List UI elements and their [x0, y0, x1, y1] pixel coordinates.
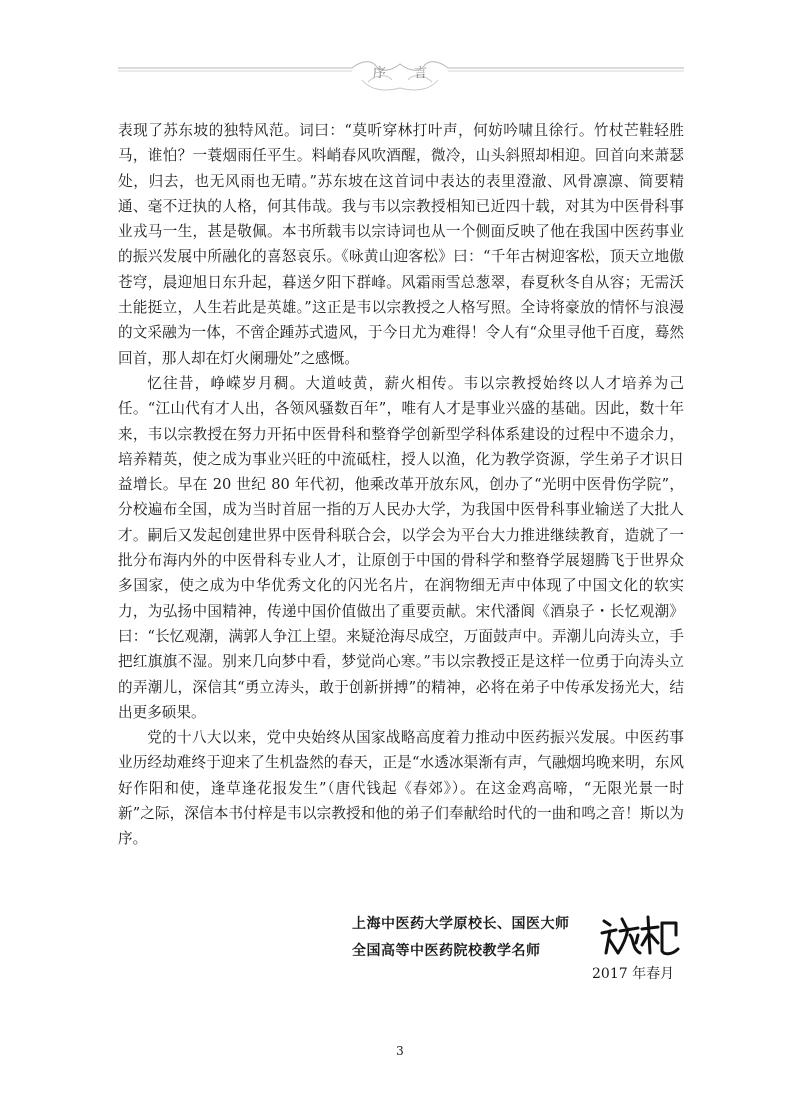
- paragraph-2: 忆往昔，峥嵘岁月稠。大道岐黄，薪火相传。韦以宗教授始终以人才培养为己任。“江山代有才人出，各领风骚数百年”，唯有人才是事业兴盛的基础。因此，数十年来，韦以宗教授在努力开拓中医骨科和整脊学创新型学科体系建设的过程中不遗余力，培养精英，使之成为事业兴旺的中流砥柱，授人以渔，化为教学资源，学生弟子才识日益增长。早在 20 世纪 80 年代初，他乘改革开放东风，创办了“光明中医骨伤学院”，分校遍布全国，成为当时首屈一指的万人民办大学，为我国中医骨科事业输送了大批人才。嗣后又发起创建世界中医骨科联合会，以学会为平台大力推进继续教育，造就了一批分布海内外的中医骨科专业人才，让原创于中国的骨科学和整脊学展翅腾飞于世界众多国家，使之成为中华优秀文化的闪光名片，在润物细无声中体现了中国文化的软实力，为弘扬中国精神，传递中国价值做出了重要贡献。宋代潘阆《酒泉子・长忆观潮》曰：“长忆观潮，满郭人争江上望。来疑沧海尽成空，万面鼓声中。弄潮儿向涛头立，手把红旗旗不湿。别来几向梦中看，梦觉尚心寒。”韦以宗教授正是这样一位勇于向涛头立的弄潮儿，深信其“勇立涛头，敢于创新拼搏”的精神，必将在弟子中传承发扬光大，结出更多硕果。: [118, 374, 684, 721]
- handwritten-signature: [598, 909, 684, 961]
- preface-body: [118, 118, 684, 852]
- section-title: 序 言: [372, 66, 440, 81]
- author-title-line-2: 全国高等中医药院校教学名师: [352, 943, 541, 959]
- page-number: 3: [396, 1044, 404, 1058]
- paragraph-3: 党的十八大以来，党中央始终从国家战略高度着力推动中医药振兴发展。中医药事业历经劫难终于迎来了生机盎然的春天，正是“水透冰渠渐有声，气融烟坞晚来明，东风好作阳和使，逢草逢花报发生”（唐代钱起《春郊》）。在这金鸡高啼，“无限光景一时新”之际，深信本书付梓是韦以宗教授和他的弟子们奉献给时代的一曲和鸣之音！斯以为序。: [118, 729, 684, 848]
- signature-block: [352, 905, 692, 985]
- signature-date: 2017 年春月: [592, 966, 675, 982]
- author-title-line-1: 上海中医药大学原校长、国医大师: [352, 916, 570, 932]
- paragraph-1: 表现了苏东坡的独特风范。词曰：“莫听穿林打叶声，何妨吟啸且徐行。竹杖芒鞋轻胜马，谁怕？一蓑烟雨任平生。料峭春风吹酒醒，微冷，山头斜照却相迎。回首向来萧瑟处，归去，也无风雨也无晴。”苏东坡在这首词中表达的表里澄澈、风骨凛凛、简要精通、毫不迂执的人格，何其伟哉。我与韦以宗教授相知已近四十载，对其为中医骨科事业戎马一生，甚是敬佩。本书所载韦以宗诗词也从一个侧面反映了他在我国中医药事业的振兴发展中所融化的喜怒哀乐。《咏黄山迎客松》曰：“千年古树迎客松，顶天立地傲苍穹，晨迎旭日东升起，暮送夕阳下群峰。风霜雨雪总葱翠，春夏秋冬自从容；无需沃土能挺立，人生若此是英雄。”这正是韦以宗教授之人格写照。全诗将豪放的情怀与浪漫的文采融为一体，不啻企踵苏式遗风，于今日尤为难得！令人有“众里寻他千百度，蓦然回首，那人却在灯火阑珊处”之感慨。: [118, 122, 684, 367]
